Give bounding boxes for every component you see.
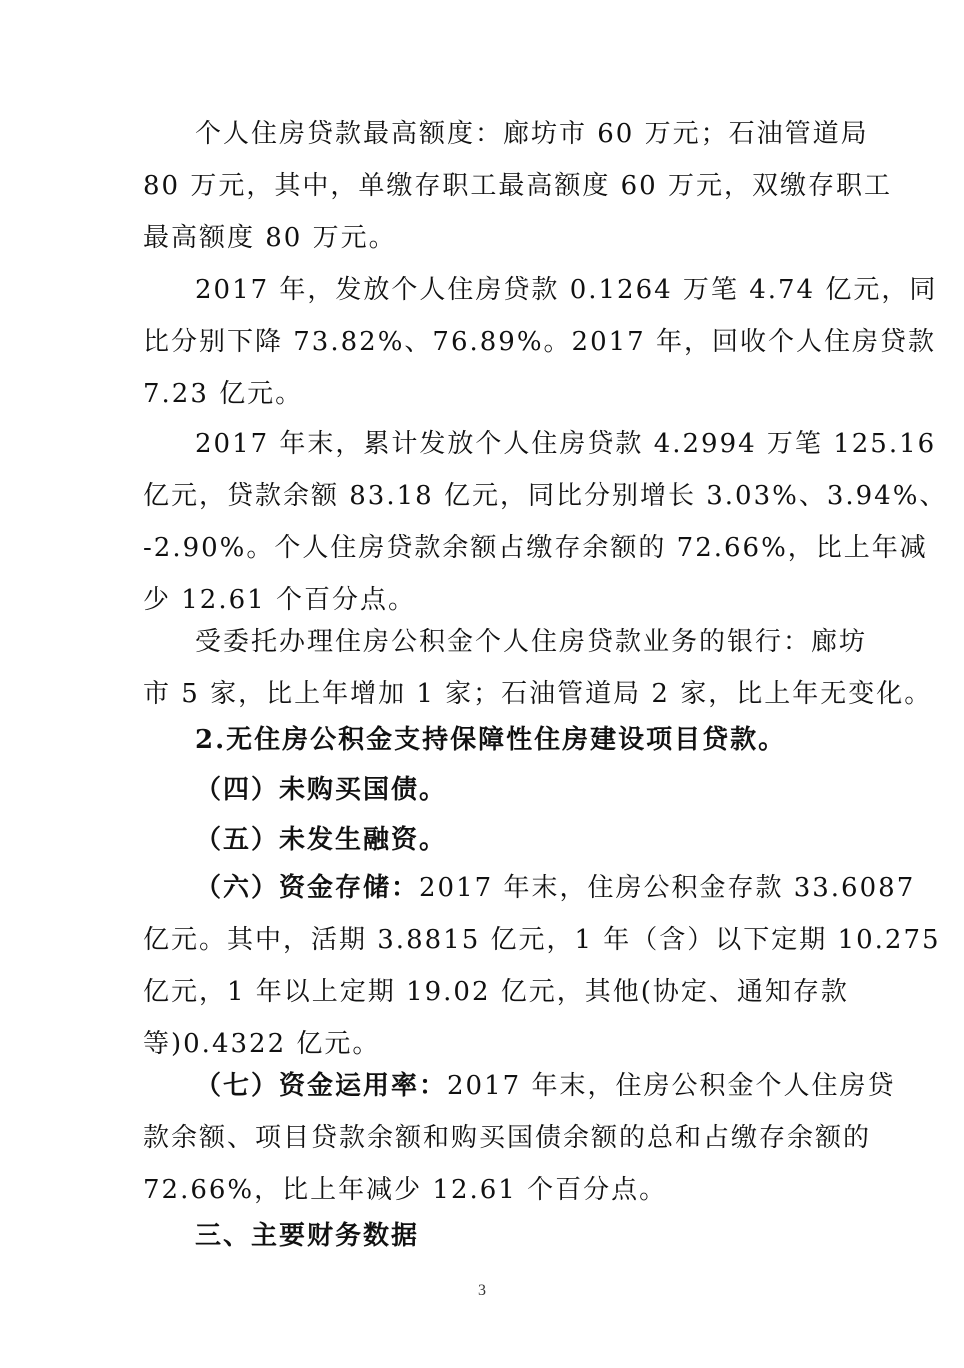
text-line: 个人住房贷款最高额度：廊坊市 60 万元；石油管道局 [195, 119, 869, 149]
text-line: -2.90%。个人住房贷款余额占缴存余额的 72.66%，比上年减 [143, 533, 928, 563]
heading-text: 三、主要财务数据 [195, 1221, 420, 1251]
text-line: 亿元。其中，活期 3.8815 亿元，1 年（含）以下定期 10.275 [143, 925, 941, 955]
text-line: 少 12.61 个百分点。 [143, 585, 416, 615]
text-line: 2017 年，发放个人住房贷款 0.1264 万笔 4.74 亿元，同 [195, 275, 938, 305]
heading-section-three [143, 1210, 843, 1262]
heading-text: （四）未购买国债。 [195, 775, 448, 805]
paragraph-cumulative-loans [143, 418, 948, 626]
text-run: 2017 年末，住房公积金个人住房贷 [447, 1071, 896, 1101]
section-six-heading: （六）资金存储： [195, 873, 420, 903]
text-line: 80 万元，其中，单缴存职工最高额度 60 万元，双缴存职工 [143, 171, 892, 201]
paragraph-fund-utilization [143, 1060, 896, 1216]
text-line: 比分别下降 73.82%、76.89%。2017 年，回收个人住房贷款 [143, 327, 936, 357]
heading-text: 2.无住房公积金支持保障性住房建设项目贷款。 [195, 725, 787, 755]
text-line: 7.23 亿元。 [143, 379, 304, 409]
text-line: 最高额度 80 万元。 [143, 223, 397, 253]
page-number: 3 [478, 1282, 486, 1299]
text-line [143, 862, 916, 914]
paragraph-banks [143, 616, 933, 720]
paragraph-fund-storage [143, 862, 941, 1070]
text-line: 72.66%，比上年减少 12.61 个百分点。 [143, 1175, 668, 1205]
heading-section-five [143, 814, 843, 866]
text-line: 款余额、项目贷款余额和购买国债余额的总和占缴存余额的 [143, 1123, 872, 1153]
paragraph-loan-limit [143, 108, 892, 264]
text-line [143, 1060, 896, 1112]
heading-text: （五）未发生融资。 [195, 825, 448, 855]
text-line: 2017 年末，累计发放个人住房贷款 4.2994 万笔 125.16 [195, 429, 937, 459]
text-line: 亿元，贷款余额 83.18 亿元，同比分别增长 3.03%、3.94%、 [143, 481, 948, 511]
paragraph-loans-issued [143, 264, 938, 420]
text-line: 受委托办理住房公积金个人住房贷款业务的银行：廊坊 [195, 627, 868, 657]
text-line: 市 5 家，比上年增加 1 家；石油管道局 2 家，比上年无变化。 [143, 679, 933, 709]
heading-item-2 [143, 714, 843, 766]
text-line: 亿元，1 年以上定期 19.02 亿元，其他(协定、通知存款 [143, 977, 849, 1007]
section-seven-heading: （七）资金运用率： [195, 1071, 448, 1101]
heading-section-four [143, 764, 843, 816]
text-line: 等)0.4322 亿元。 [143, 1029, 381, 1059]
text-run: 2017 年末，住房公积金存款 33.6087 [419, 873, 916, 903]
